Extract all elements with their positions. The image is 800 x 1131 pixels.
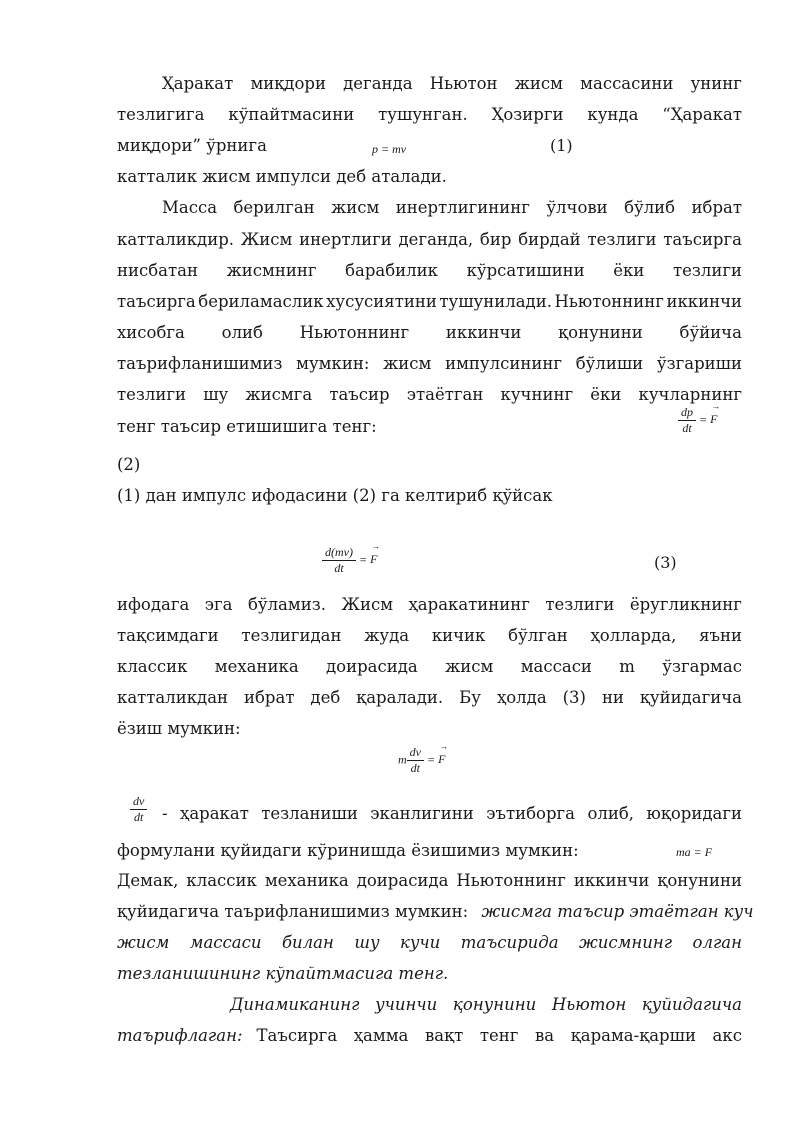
p3-line-1	[117, 481, 742, 511]
word: кучи	[399, 933, 441, 952]
p3-line-3	[117, 621, 742, 651]
p4-line-2-text: формулани қуйидаги кўринишда ёзишимиз мумкин:	[117, 841, 579, 860]
word: иккинчи	[573, 871, 650, 890]
p2-line-4	[117, 287, 742, 317]
word: Демак,	[117, 871, 179, 890]
equation-2-number	[117, 450, 742, 480]
word: ҳамма	[353, 1026, 409, 1045]
word: деб	[310, 688, 341, 707]
word: массаси	[520, 657, 592, 676]
word: катталикдир.	[117, 230, 234, 249]
word: Бу	[459, 688, 481, 707]
word: -	[162, 804, 168, 823]
p3-line-6-text: ёзиш мумкин:	[117, 719, 241, 738]
word: бўлиши	[575, 354, 644, 373]
word: эга	[204, 595, 233, 614]
word: m	[619, 657, 635, 676]
word: катталикдан	[117, 688, 229, 707]
word: юқоридаги	[646, 804, 742, 823]
word: нисбатан	[117, 261, 198, 280]
word: бўйича	[679, 323, 742, 342]
p4-line-4	[117, 897, 754, 927]
word: кунда	[587, 105, 639, 124]
p2-line-8-text: тенг таъсир етишишига тенг:	[117, 417, 377, 436]
word: кучнинг	[500, 385, 574, 404]
word: таъсирга	[663, 230, 742, 249]
p5-line-1	[230, 990, 742, 1020]
word: яъни	[699, 626, 742, 645]
p1-line-4	[117, 162, 742, 192]
word: ўлчови	[546, 198, 608, 217]
word: кучларнинг	[638, 385, 742, 404]
word: Динамиканинг	[230, 995, 360, 1014]
word: кўрсатишини	[466, 261, 585, 280]
p1-line-3	[117, 131, 742, 161]
word: тенг	[479, 1026, 519, 1045]
word: хисобга	[117, 323, 185, 342]
word: ҳаракатининг	[408, 595, 530, 614]
p2-line-2	[117, 225, 742, 255]
word: Ҳаракат	[162, 74, 234, 93]
word: ёки	[590, 385, 622, 404]
word: миқдори	[250, 74, 326, 93]
word: эътиборга	[486, 804, 575, 823]
word: Ҳозирги	[491, 105, 564, 124]
word: тезлиги	[545, 595, 615, 614]
p2-line-3	[117, 256, 742, 286]
p4-line-1	[162, 799, 742, 829]
word: шу	[354, 933, 380, 952]
word: бирдай	[518, 230, 581, 249]
word: олган	[692, 933, 742, 952]
word: қуйидагича	[641, 995, 742, 1014]
p4-line-6-text: тезланишининг кўпайтмасига тенг.	[117, 964, 449, 983]
word: ҳолда	[496, 688, 547, 707]
p3-line-4	[117, 652, 742, 682]
word: жисм	[331, 198, 380, 217]
p4-line-4-text-b: жисмга таъсир этаётган куч	[481, 902, 754, 921]
word: доирасида	[326, 657, 418, 676]
word: Ньютоннинг	[299, 323, 410, 342]
word: унинг	[690, 74, 742, 93]
word: қонунини	[452, 995, 537, 1014]
word: тезлиги	[672, 261, 742, 280]
p2-line-5	[117, 318, 742, 348]
p2-line-1	[162, 193, 742, 223]
word: бўлган	[508, 626, 568, 645]
p4-line-6	[117, 959, 742, 989]
word: қарама-қарши	[570, 1026, 696, 1045]
word: берилган	[233, 198, 315, 217]
p5-line-2-text-a: таърифлаган:	[117, 1026, 243, 1045]
equation-5: ma = F	[676, 845, 713, 859]
word: хусусиятини	[326, 292, 437, 311]
p1-line-2	[117, 100, 742, 130]
p4-line-2	[117, 836, 742, 866]
p3-line-6	[117, 714, 742, 744]
word: таъсирида	[460, 933, 559, 952]
equation-3-number: (3)	[654, 553, 677, 572]
p2-line-6	[117, 349, 742, 379]
word: деганда	[343, 74, 413, 93]
equation-4-fraction: $\frac{dv}{dt}$	[407, 745, 424, 776]
word: ўзгармас	[662, 657, 742, 676]
word: ўзгариши	[656, 354, 742, 373]
word: бўламиз.	[247, 595, 326, 614]
word: тезлигига	[117, 105, 205, 124]
word: ёки	[613, 261, 645, 280]
word: эканлигини	[370, 804, 474, 823]
word: Жисм	[240, 230, 293, 249]
word: (3)	[562, 688, 586, 707]
word: жисмнинг	[579, 933, 673, 952]
word: тезланиши	[261, 804, 358, 823]
word: классик	[117, 657, 188, 676]
word: Ньютоннинг	[554, 292, 664, 311]
word: қонунини	[657, 871, 742, 890]
word: жисм	[445, 657, 494, 676]
word: ибрат	[243, 688, 295, 707]
word: кўпайтмасини	[228, 105, 355, 124]
word: учинчи	[375, 995, 438, 1014]
word: жисмга	[245, 385, 313, 404]
equation-1: p = mv	[372, 142, 407, 156]
p2-line-8	[117, 412, 742, 442]
word: қонунини	[558, 323, 643, 342]
word: иккинчи	[666, 292, 742, 311]
word: барабилик	[345, 261, 438, 280]
p3-line-5	[117, 683, 742, 713]
dv-dt-fraction: $\frac{dv}{dt}$	[130, 794, 147, 825]
equation-3-fraction: $\frac{d(mv)}{dt}$	[322, 545, 356, 576]
p4-line-4-text-a: қуйидагича таърифланишимиз мумкин:	[117, 902, 469, 921]
word: тезлигидан	[241, 626, 342, 645]
word: инертлиги	[299, 230, 392, 249]
word: Жисм	[341, 595, 394, 614]
word: Масса	[162, 198, 218, 217]
word: иккинчи	[445, 323, 522, 342]
word: Ньютон	[551, 995, 627, 1014]
word: импулсининг	[445, 354, 562, 373]
word: бериламаслик	[198, 292, 324, 311]
word: массасини	[580, 74, 674, 93]
word: тушунган.	[378, 105, 468, 124]
p5-line-2	[117, 1021, 742, 1051]
word: билан	[281, 933, 334, 952]
word: ифодага	[117, 595, 190, 614]
p4-line-5	[117, 928, 742, 958]
word: қуйидагича	[639, 688, 742, 707]
p2-line-7	[117, 380, 742, 410]
word: ҳаракат	[180, 804, 249, 823]
p1-line-4-text: катталик жисм импулси деб аталади.	[117, 167, 447, 186]
word: жисм	[514, 74, 563, 93]
word: бўлиб	[624, 198, 676, 217]
word: шу	[203, 385, 229, 404]
word: жисм	[117, 933, 170, 952]
p3-line-1-text: (1) дан импулс ифодасини (2) га келтириб қўйсак	[117, 486, 553, 505]
word: таъсир	[329, 385, 390, 404]
p3-line-2	[117, 590, 742, 620]
p4-line-3	[117, 866, 742, 896]
word: таъсирга	[117, 292, 196, 311]
word: механика	[214, 657, 299, 676]
word: тақсимдаги	[117, 626, 219, 645]
word: ёругликнинг	[629, 595, 742, 614]
word: таърифланишимиз	[117, 354, 283, 373]
word: тезлиги	[117, 385, 187, 404]
word: жуда	[364, 626, 410, 645]
word: Ньютон	[429, 74, 498, 93]
p5-line-2-text-b	[257, 1021, 742, 1051]
word: классик	[186, 871, 257, 890]
equation-2-fraction: $\frac{dp}{dt}$	[678, 405, 696, 436]
equation-1-number: (1)	[550, 136, 573, 155]
p1-line-3-text: миқдори” ўрнига	[117, 136, 267, 155]
word: “Ҳаракат	[662, 105, 742, 124]
p1-line-1	[162, 69, 742, 99]
word: ҳолларда,	[590, 626, 677, 645]
equation-2-number-text: (2)	[117, 455, 141, 474]
word: мумкин:	[296, 354, 370, 373]
word: Ньютоннинг	[456, 871, 566, 890]
word: жисмнинг	[226, 261, 317, 280]
word: тушунилади.	[439, 292, 552, 311]
equation-4: m $\frac{dv}{dt}$ = → F	[398, 745, 445, 776]
equation-2: $\frac{dp}{dt}$ = → F	[678, 405, 717, 436]
word: жисм	[383, 354, 432, 373]
word: акс	[712, 1026, 742, 1045]
word: этаётган	[406, 385, 484, 404]
word: ибрат	[691, 198, 742, 217]
word: тезлиги	[587, 230, 657, 249]
word: доирасида	[356, 871, 449, 890]
word: бир	[479, 230, 512, 249]
word: қаралади.	[356, 688, 444, 707]
equation-3: $\frac{d(mv)}{dt}$ = → F	[322, 545, 377, 576]
word: инертлигининг	[395, 198, 530, 217]
word: массаси	[189, 933, 262, 952]
word: вақт	[425, 1026, 464, 1045]
word: Таъсирга	[256, 1026, 338, 1045]
word: ни	[601, 688, 624, 707]
word: ва	[535, 1026, 555, 1045]
word: кичик	[431, 626, 486, 645]
word: олиб	[221, 323, 263, 342]
word: олиб,	[587, 804, 635, 823]
word: деганда,	[398, 230, 474, 249]
word: механика	[264, 871, 349, 890]
